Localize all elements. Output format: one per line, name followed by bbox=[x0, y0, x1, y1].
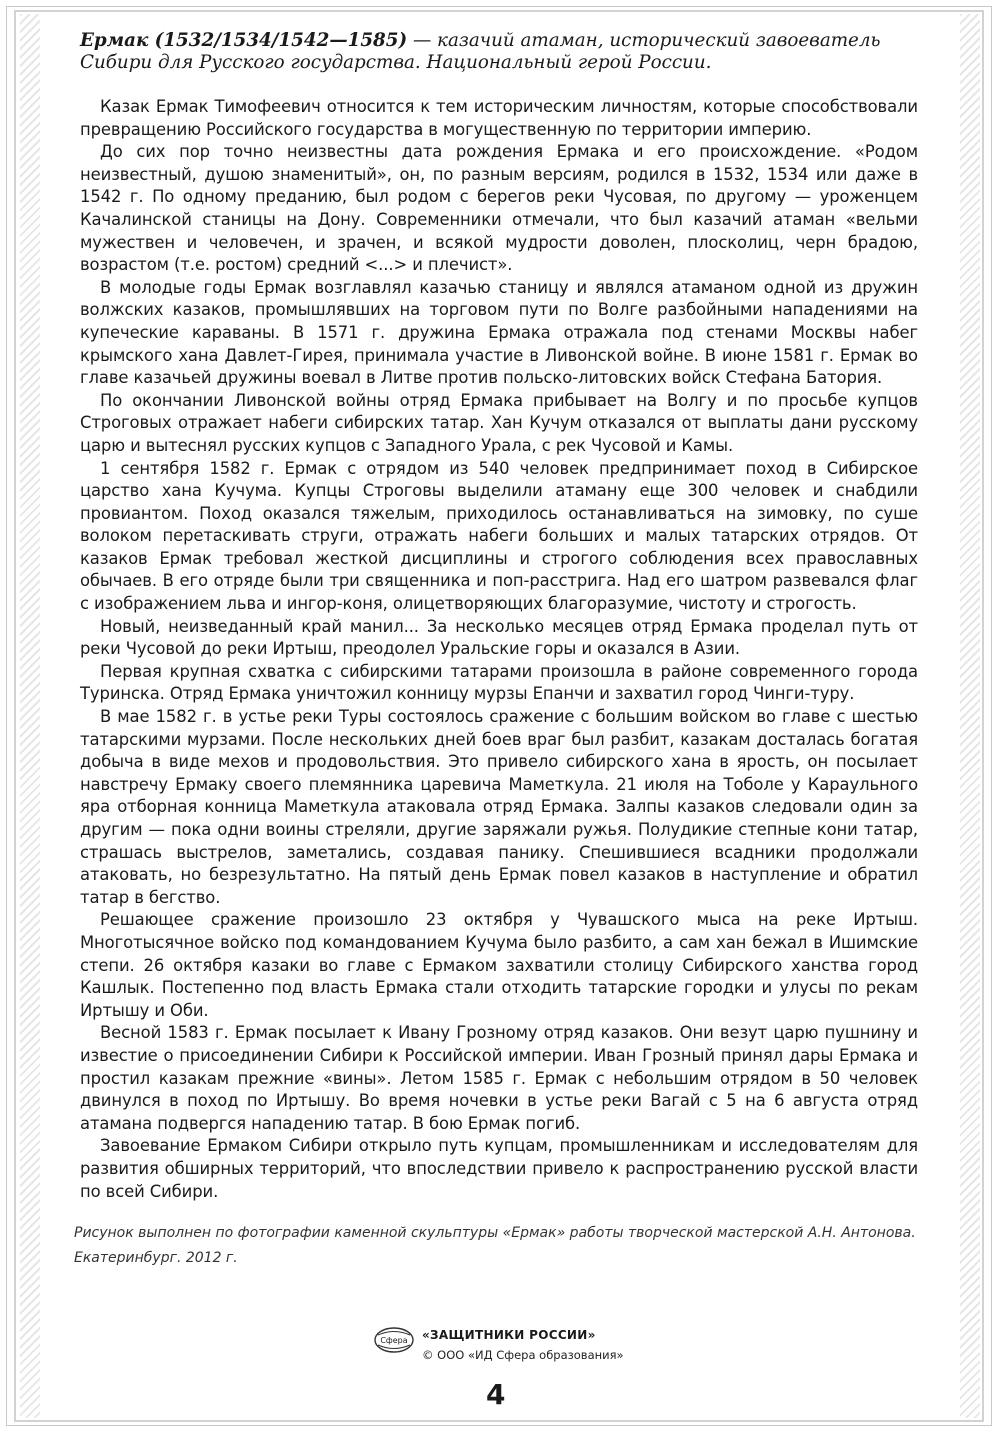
article bbox=[74, 30, 918, 1271]
paragraph: Весной 1583 г. Ермак посылает к Ивану Грозному отряд казаков. Они везут царю пушнину и известие о присоединении Сибири к Российской империи. Иван Грозный принял дары Ермака и простил казакам прежние «вины». Летом 1585 г. Ермак с небольшим отрядом в 50 человек двинулся в поход по Иртышу. Во время ночевки в устье реки Вагай с 5 на 6 августа отряд атамана подвергся нападению татар. В бою Ермак погиб. bbox=[80, 1023, 918, 1133]
paragraph: До сих пор точно неизвестны дата рождения Ермака и его происхождение. «Родом неизвестный, душою знаменитый», он, по разным версиям, родился в 1532, 1534 или даже в 1542 г. По одному преданию, был родом с берегов реки Чусовая, по другому — уроженцем Качалинской станицы на Дону. Современники отмечали, что был казачий атаман «вельми мужествен и человечен, и зрачен, и всякой мудрости доволен, плосколиц, черн брадою, возрастом (т.е. ростом) средний <...> и плечист». bbox=[80, 142, 918, 275]
paragraph: Новый, неизведанный край манил... За несколько месяцев отряд Ермака проделал путь от реки Чусовой до реки Иртыш, преодолел Уральские горы и оказался в Азии. bbox=[80, 616, 918, 659]
article-title-description: — казачий атаман, исторический завоеватель Сибири для Русского государства. Национальный герой России. bbox=[80, 30, 881, 73]
paragraph: Первая крупная схватка с сибирскими татарами произошла в районе современного города Туринска. Отряд Ермака уничтожил конницу мурзы Епанчи и захватил город Чинги-туру. bbox=[80, 661, 918, 704]
logo-text: Сфера bbox=[380, 1336, 408, 1345]
copyright: © ООО «ИД Сфера образования» bbox=[422, 1348, 624, 1362]
decorative-border-left bbox=[20, 14, 40, 1418]
decorative-border-right bbox=[960, 14, 980, 1418]
article-lead bbox=[80, 30, 918, 74]
series-title: «ЗАЩИТНИКИ РОССИИ» bbox=[422, 1328, 596, 1342]
page-number: 4 bbox=[486, 1378, 506, 1411]
sphere-logo-icon bbox=[372, 1326, 416, 1354]
paragraph: В мае 1582 г. в устье реки Туры состоялось сражение с большим войском во главе с шестью татарскими мурзами. После нескольких дней боев враг был разбит, казакам досталась богатая добыча в виде мехов и продовольствия. Это привело сибирского хана в ярость, он посылает навстречу Ермаку своего племянника царевича Маметкула. 21 июля на Тоболе у Караульного яра отборная конница Маметкула атаковала отряд Ермака. Залпы казаков следовали один за другим — пока одни воины стреляли, другие заряжали ружья. Полудикие степные кони татар, страшась выстрелов, заметались, создавая панику. Спешившиеся всадники продолжали атаковать, но безрезультатно. На пятый день Ермак повел казаков в наступление и обратил татар в бегство. bbox=[80, 707, 918, 907]
article-title-name: Ермак (1532/1534/1542—1585) bbox=[80, 30, 408, 51]
paragraph: 1 сентября 1582 г. Ермак с отрядом из 540 человек предпринимает поход в Сибирское царство хана Кучума. Купцы Строговы выделили атаману еще 300 человек и снабдили провиантом. Поход оказался тяжелым, приходилось останавливаться на зимовку, по суше волоком перетаскивать струги, отражать набеги больших и малых татарских отрядов. От казаков Ермак требовал жесткой дисциплины и строгого соблюдения всех православных обычаев. В его отряде были три священника и поп-расстрига. Над его шатром развевался флаг с изображением льва и ингор-коня, олицетворяющих благоразумие, чистоту и строгость. bbox=[80, 458, 918, 614]
paragraph: В молодые годы Ермак возглавлял казачью станицу и являлся атаманом одной из дружин волжских казаков, промышлявших на торговом пути по Волге разбойными нападениями на купеческие караваны. В 1571 г. дружина Ермака отражала под стенами Москвы набег крымского хана Давлет-Гирея, принимала участие в Ливонской войне. В июне 1581 г. Ермак во главе казачьей дружины воевал в Литве против польско-литовских войск Стефана Батория. bbox=[80, 277, 918, 388]
paragraph: Завоевание Ермаком Сибири открыло путь купцам, промышленникам и исследователям для развития обширных территорий, что впоследствии привело к распространению русской власти по всей Сибири. bbox=[80, 1136, 918, 1201]
paragraph: По окончании Ливонской войны отряд Ермака прибывает на Волгу и по просьбе купцов Строговых отражает набеги сибирских татар. Хан Кучум отказался от выплаты дани русскому царю и вытеснял русских купцов с Западного Урала, с рек Чусовой и Камы. bbox=[80, 390, 918, 455]
paragraph: Решающее сражение произошло 23 октября у Чувашского мыса на реке Иртыш. Многотысячное войско под командованием Кучума было разбито, а сам хан бежал в Ишимские степи. 26 октября казаки во главе с Ермаком захватили столицу Сибирского ханства город Кашлык. Постепенно под власть Ермака стали отходить татарские городки и улусы по рекам Иртышу и Оби. bbox=[80, 910, 918, 1020]
article-body bbox=[80, 96, 918, 1203]
publisher-footer bbox=[372, 1326, 672, 1372]
image-caption: Рисунок выполнен по фотографии каменной скульптуры «Ермак» работы творческой мастерской А.Н. Антонова. Екатеринбург. 2012 г. bbox=[74, 1225, 916, 1267]
paragraph: Казак Ермак Тимофеевич относится к тем историческим личностям, которые способствовали превращению Российского государства в могущественную по территории империю. bbox=[80, 97, 918, 139]
